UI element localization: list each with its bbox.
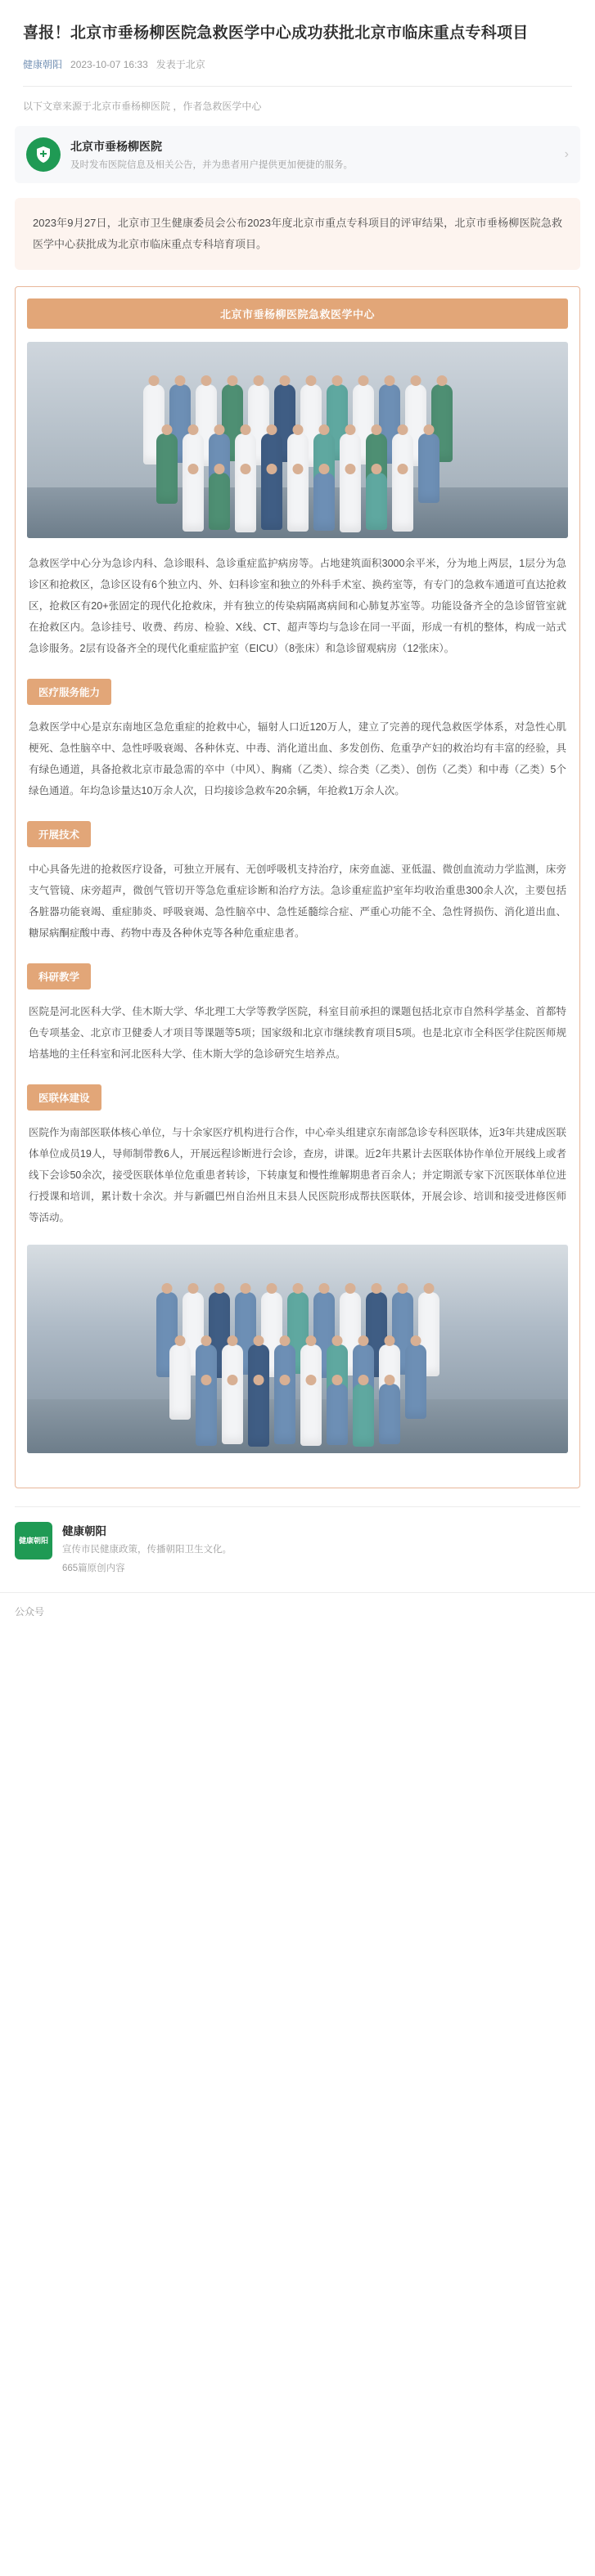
meta-account-name[interactable]: 健康朝阳 bbox=[23, 59, 63, 70]
group-photo-1 bbox=[27, 342, 568, 538]
section-1-text: 急救医学中心是京东南地区急危重症的抢救中心，辐射人口近120万人，建立了完善的现代急救医学体系，对急性心肌梗死、急性脑卒中、急性呼吸衰竭、各种休克、中毒、消化道出血、多发创伤、危重孕产妇的救治均有丰富的经验，具有绿色通道，具备抢救北京市最急需的卒中（中风）、胸痛（乙类）、综合类（乙类）、创伤（乙类）和中毒（乙类）5个绿色通道。年均急诊量达10万余人次，日均接诊急救车20余辆，年抢救1万余人次。 bbox=[29, 721, 566, 797]
section-heading-alliance: 医联体建设 bbox=[27, 1084, 101, 1111]
group-photo-2 bbox=[27, 1245, 568, 1453]
source-account-name: 北京市垂杨柳医院 bbox=[70, 139, 162, 153]
section-4-heading-wrap bbox=[16, 1081, 579, 1122]
publisher-article-count: 665篇原创内容 bbox=[62, 1564, 125, 1573]
section-3-text: 医院是河北医科大学、佳木斯大学、华北理工大学等教学医院，科室目前承担的课题包括北京市自然科学基金、首都特色专项基金、北京市卫健委人才项目等课题等5项；国家级和北京市继续教育项目5项。也是北京市全科医学住院医师规培基地的主任科室和河北医科大学、佳木斯大学的急诊研究生培养点。 bbox=[29, 1006, 566, 1060]
section-4-text: 医院作为南部医联体核心单位，与十余家医疗机构进行合作，中心牵头组建京东南部急诊专科医联体，近3年共建成医联体单位成员19人，导师制带教6人，开展远程诊断进行会诊，查房，讲课。近2年共累计去医联体协作单位开展线上或者线下会诊50余次，接受医联体单位危重患者转诊，下转康复和慢性维解期患者百余人；并定期派专家下沉医联体单位进行授课和培训，累计数十余次。并与新疆巴州自治州且末县人民医院形成帮扶医联体，开展会诊、培训和接受进修医师等活动。 bbox=[29, 1127, 566, 1223]
official-account-label: 公众号 bbox=[15, 1606, 45, 1618]
publisher-desc: 宣传市民健康政策，传播朝阳卫生文化。 bbox=[62, 1545, 232, 1555]
publisher-logo-icon: 健康朝阳 bbox=[15, 1522, 52, 1560]
section-2-heading-wrap bbox=[16, 818, 579, 859]
source-account-card[interactable] bbox=[15, 126, 580, 183]
source-account-text bbox=[70, 138, 550, 172]
meta-date: 2023-10-07 16:33 bbox=[70, 58, 148, 70]
section-heading-technology: 开展技术 bbox=[27, 821, 91, 847]
section-heading-research: 科研教学 bbox=[27, 963, 91, 990]
publisher-name: 健康朝阳 bbox=[62, 1525, 106, 1537]
chevron-right-icon[interactable]: › bbox=[564, 147, 569, 161]
article-header bbox=[0, 0, 595, 86]
footer-divider bbox=[15, 1506, 580, 1507]
frame-title: 北京市垂杨柳医院急救医学中心 bbox=[27, 298, 568, 329]
bottom-bar bbox=[0, 1592, 595, 1635]
intro-paragraph: 2023年9月27日，北京市卫生健康委员会公布2023年度北京市重点专科项目的评审结果，北京市垂杨柳医院急救医学中心获批成为北京市临床重点专科培育项目。 bbox=[15, 198, 580, 270]
source-account-desc: 及时发布医院信息及相关公告，并为患者用户提供更加便捷的服务。 bbox=[70, 159, 353, 170]
meta-location: 发表于北京 bbox=[156, 59, 205, 70]
section-heading-medical-service: 医疗服务能力 bbox=[27, 679, 111, 705]
source-note: 以下文章来源于北京市垂杨柳医院 ，作者急救医学中心 bbox=[23, 101, 262, 112]
publisher-text bbox=[62, 1522, 232, 1574]
publisher-account-card[interactable] bbox=[15, 1522, 580, 1589]
section-2-text: 中心具备先进的抢救医疗设备，可独立开展有、无创呼吸机支持治疗，床旁血滤、亚低温、微创血流动力学监测，床旁支气管镜、床旁超声，微创气管切开等急危重症诊断和治疗方法。急诊重症监护室年均收治重患300余人次，主要包括各脏器功能衰竭、重症肺炎、呼吸衰竭、急性脑卒中、急性延髓综合症、严重心功能不全、急性肾损伤、消化道出血、糖尿病酮症酸中毒、药物中毒及各种休克等各种危重症患者。 bbox=[29, 864, 566, 939]
section-1-heading-wrap bbox=[16, 675, 579, 716]
section-3-heading-wrap bbox=[16, 960, 579, 1001]
article-body-frame bbox=[15, 286, 580, 1488]
hospital-cross-icon bbox=[26, 137, 61, 172]
article-meta bbox=[23, 57, 572, 83]
section-0-text: 急救医学中心分为急诊内科、急诊眼科、急诊重症监护病房等。占地建筑面积3000余平米，分为地上两层，1层分为急诊区和抢救区，急诊区设有6个独立内、外、妇科诊室和独立的外科手术室、换药室等，有专门的急救车通道可直达抢救区，抢救区有20+张固定的现代化抢救床，并有独立的传染病隔离病间和心肺复苏室等。功能设备齐全的急诊留管室就在抢救区内。急诊挂号、收费、药房、检验、X线、CT、超声等均与急诊在同一平面，形成一有机的整体，构成一站式急诊服务。2层有设备齐全的现代化重症监护室（EICU）（8张床）和急诊留观病房（12张床）。 bbox=[29, 558, 566, 654]
page-title: 喜报！北京市垂杨柳医院急救医学中心成功获批北京市临床重点专科项目 bbox=[23, 25, 529, 42]
